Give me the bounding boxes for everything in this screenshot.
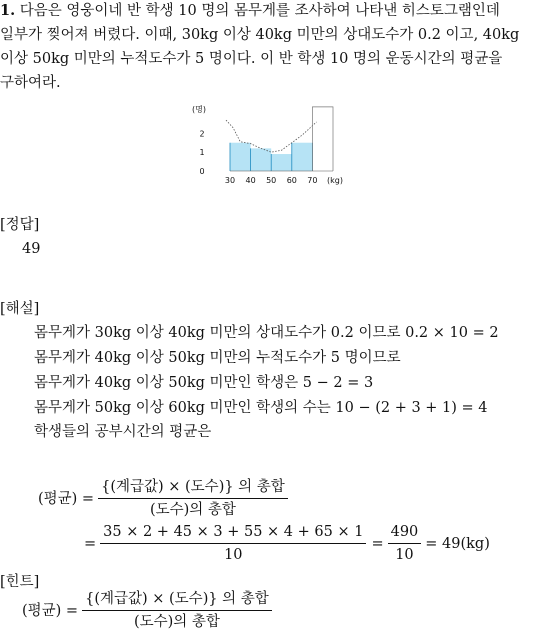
y-tick-label: 2	[199, 129, 205, 139]
calc-numerator-2: 490	[388, 523, 422, 544]
calc-equals: =	[84, 535, 97, 552]
y-tick-label: 0	[199, 167, 205, 176]
explanation-label: [해설]	[0, 301, 40, 317]
mean-formula-numerator: {(계급값) × (도수)} 의 총합	[98, 478, 288, 499]
mean-formula-denominator: (도수)의 총합	[149, 502, 236, 518]
hint-label: [힌트]	[0, 574, 40, 590]
question-line-1	[0, 0, 500, 22]
histogram-bar	[251, 148, 272, 171]
mean-formula-lhs: (평균) =	[38, 490, 95, 507]
hint-formula-fraction	[82, 590, 272, 631]
y-tick-label: 1	[199, 148, 205, 158]
explanation-line-5: 학생들의 공부시간의 평균은	[34, 424, 212, 440]
calc-denominator-1: 10	[224, 547, 243, 563]
question-line-3: 이상 50kg 미만의 누적도수가 5 명이다. 이 반 학생 10 명의 운동시간의 평균을	[0, 51, 503, 67]
histogram-bar	[292, 143, 313, 171]
question-number: 1.	[0, 2, 16, 19]
calc-equals-2: =	[371, 535, 384, 552]
explanation-line-4: 몸무게가 50kg 이상 60kg 미만인 학생의 수는 10 − (2 + 3 + 1) = 4	[34, 400, 488, 416]
x-tick-label: 40	[245, 176, 256, 185]
histogram-bar	[271, 154, 292, 171]
y-axis-label: (명)	[192, 105, 206, 114]
hint-formula-denominator: (도수)의 총합	[133, 614, 220, 630]
question-line-2: 일부가 찢어져 버렸다. 이때, 30kg 이상 40kg 미만의 상대도수가 0.2 이고, 40kg	[0, 27, 520, 43]
histogram-bar	[230, 143, 251, 171]
hint-formula	[22, 590, 272, 631]
x-tick-label: 50	[266, 176, 277, 185]
mean-formula-fraction	[98, 478, 288, 519]
explanation-line-1: 몸무게가 30kg 이상 40kg 미만의 상대도수가 0.2 이므로 0.2 × 10 = 2	[34, 325, 499, 341]
x-tick-label: 70	[307, 176, 318, 185]
answer-value: 49	[22, 241, 41, 257]
mean-calculation	[84, 523, 490, 564]
torn-histogram	[188, 100, 353, 190]
calc-denominator-2: 10	[395, 547, 414, 563]
question-line-4: 구하여라.	[0, 75, 61, 91]
x-tick-label: 30	[224, 176, 236, 185]
answer-label: [정답]	[0, 217, 40, 233]
x-tick-label: 60	[286, 176, 297, 185]
calc-fraction-1	[100, 523, 366, 564]
hint-formula-lhs: (평균) =	[22, 602, 79, 619]
mean-formula	[38, 478, 288, 519]
remaining-bar-outline	[312, 107, 333, 171]
calc-numerator-1: 35 × 2 + 45 × 3 + 55 × 4 + 65 × 1	[100, 523, 366, 544]
calc-fraction-2	[388, 523, 422, 564]
calc-result: = 49(kg)	[425, 535, 490, 552]
question-text-1: 다음은 영웅이네 반 학생 10 명의 몸무게를 조사하여 나타낸 히스토그램인데	[19, 3, 500, 19]
explanation-line-3: 몸무게가 40kg 이상 50kg 미만인 학생은 5 − 2 = 3	[34, 375, 374, 391]
explanation-line-2: 몸무게가 40kg 이상 50kg 미만의 누적도수가 5 명이므로	[34, 350, 401, 366]
x-axis-label: (kg)	[327, 176, 343, 185]
hint-formula-numerator: {(계급값) × (도수)} 의 총합	[82, 590, 272, 611]
